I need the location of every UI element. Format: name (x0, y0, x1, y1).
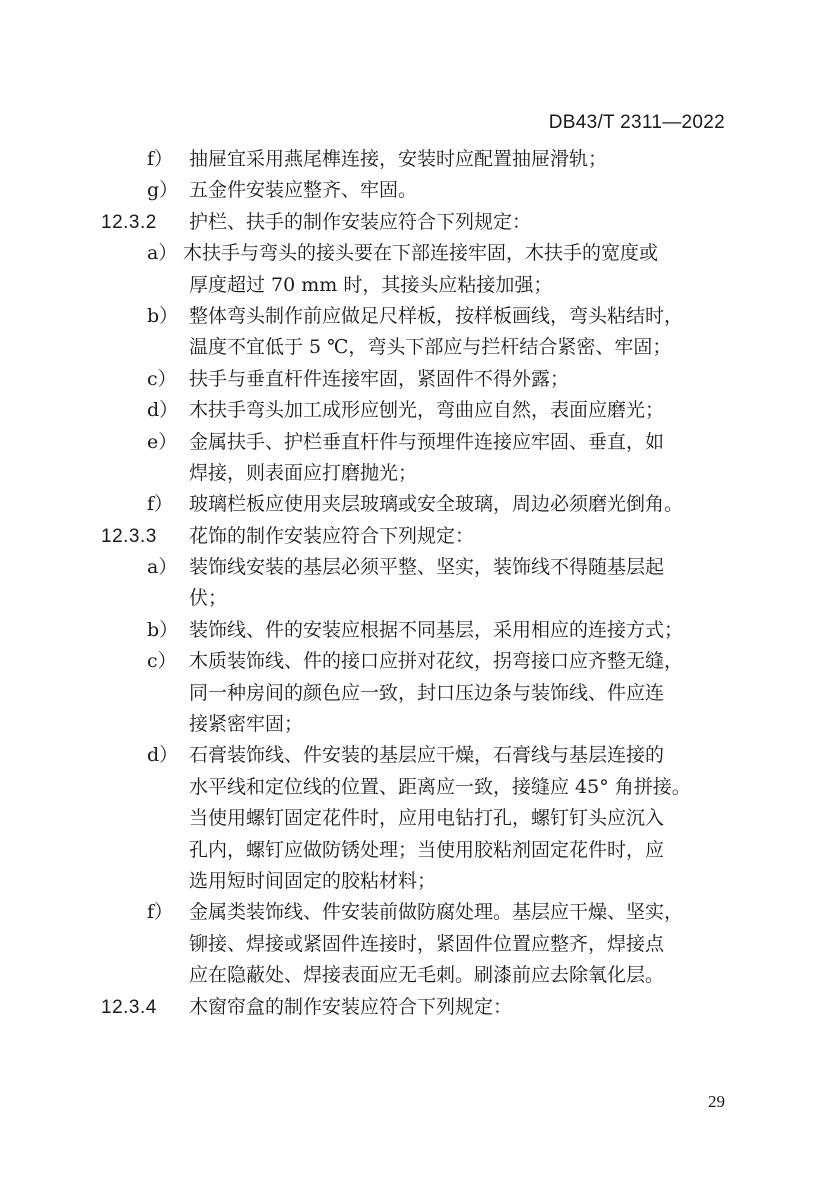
line-text: 当使用螺钉固定花件时，应用电钻打孔，螺钉钉头应沉入 (189, 807, 665, 830)
line-text: 木质装饰线、件的接口应拼对花纹，拐弯接口应齐整无缝， (189, 650, 684, 673)
line-text: 厚度超过 70 mm 时，其接头应粘接加强； (189, 273, 553, 296)
list-marker: g） (147, 179, 179, 202)
section-heading-line (0, 521, 829, 552)
section-number: 12.3.4 (101, 996, 157, 1018)
list-marker: d） (147, 399, 179, 422)
continuation-line (0, 772, 829, 803)
list-item-line (0, 364, 829, 395)
line-text: 温度不宜低于 5 ℃，弯头下部应与拦杆结合紧密、牢固； (189, 336, 672, 359)
list-marker: a） (147, 556, 178, 579)
list-item-line (0, 175, 829, 206)
line-text: 应在隐蔽处、焊接表面应无毛刺。刷漆前应去除氧化层。 (189, 964, 665, 987)
list-marker: a） (147, 242, 178, 265)
line-text: 装饰线、件的安装应根据不同基层，采用相应的连接方式； (189, 618, 684, 641)
list-item-line (0, 552, 829, 583)
list-item-line (0, 144, 829, 175)
continuation-line (0, 270, 829, 301)
list-item-line (0, 427, 829, 458)
list-marker: b） (147, 618, 179, 641)
list-item-line (0, 395, 829, 426)
line-text: 花饰的制作安装应符合下列规定： (189, 524, 475, 547)
continuation-line (0, 929, 829, 960)
line-text: 同一种房间的颜色应一致，封口压边条与装饰线、件应连 (189, 681, 665, 704)
list-marker: f） (147, 901, 174, 924)
continuation-line (0, 709, 829, 740)
line-text: 扶手与垂直杆件连接牢固，紧固件不得外露； (189, 367, 570, 390)
list-item-line (0, 897, 829, 928)
continuation-line (0, 866, 829, 897)
line-text: 选用短时间固定的胶粘材料； (189, 869, 437, 892)
document-code: DB43/T 2311—2022 (548, 112, 725, 133)
continuation-line (0, 458, 829, 489)
line-text: 金属扶手、护栏垂直杆件与预埋件连接应牢固、垂直，如 (189, 430, 665, 453)
list-item-line (0, 238, 829, 269)
list-item-line (0, 740, 829, 771)
line-text: 整体弯头制作前应做足尺样板，按样板画线，弯头粘结时， (189, 304, 684, 327)
line-text: 伏； (189, 587, 228, 610)
list-marker: f） (147, 493, 174, 516)
page-number: 29 (708, 1092, 725, 1111)
line-text: 金属类装饰线、件安装前做防腐处理。基层应干燥、坚实， (189, 901, 684, 924)
section-number: 12.3.2 (101, 211, 157, 233)
line-text: 木窗帘盒的制作安装应符合下列规定： (189, 995, 513, 1018)
line-text: 抽屉宜采用燕尾榫连接，安装时应配置抽屉滑轨； (189, 148, 608, 170)
line-text: 木扶手与弯头的接头要在下部连接牢固，木扶手的宽度或 (183, 242, 659, 265)
line-text: 护栏、扶手的制作安装应符合下列规定： (189, 210, 532, 233)
line-text: 铆接、焊接或紧固件连接时，紧固件位置应整齐，焊接点 (189, 932, 665, 955)
line-text: 玻璃栏板应使用夹层玻璃或安全玻璃，周边必须磨光倒角。 (189, 493, 684, 516)
continuation-line (0, 583, 829, 614)
list-marker: c） (147, 367, 177, 390)
line-text: 木扶手弯头加工成形应刨光，弯曲应自然，表面应磨光； (189, 399, 665, 422)
list-item-line (0, 301, 829, 332)
line-text: 焊接，则表面应打磨抛光； (189, 461, 418, 484)
line-text: 五金件安装应整齐、牢固。 (189, 179, 418, 202)
continuation-line (0, 960, 829, 991)
continuation-line (0, 332, 829, 363)
line-text: 石膏装饰线、件安装的基层应干燥，石膏线与基层连接的 (189, 744, 665, 767)
continuation-line (0, 835, 829, 866)
list-item-line (0, 615, 829, 646)
continuation-line (0, 678, 829, 709)
list-marker: c） (147, 650, 177, 673)
line-text: 接紧密牢固； (189, 713, 304, 736)
continuation-line (0, 803, 829, 834)
list-item-line (0, 489, 829, 520)
list-marker: e） (147, 430, 178, 453)
line-text: 孔内，螺钉应做防锈处理；当使用胶粘剂固定花件时，应 (189, 838, 665, 861)
list-marker: b） (147, 304, 179, 327)
line-text: 水平线和定位线的位置、距离应一致，接缝应 45° 角拼接。 (189, 775, 691, 798)
list-marker: d） (147, 744, 179, 767)
document-body (0, 144, 829, 1023)
line-text: 装饰线安装的基层必须平整、坚实，装饰线不得随基层起 (189, 556, 665, 579)
section-number: 12.3.3 (101, 525, 157, 547)
section-heading-line (0, 992, 829, 1023)
section-heading-line (0, 207, 829, 238)
list-item-line (0, 646, 829, 677)
list-marker: f） (147, 148, 174, 170)
